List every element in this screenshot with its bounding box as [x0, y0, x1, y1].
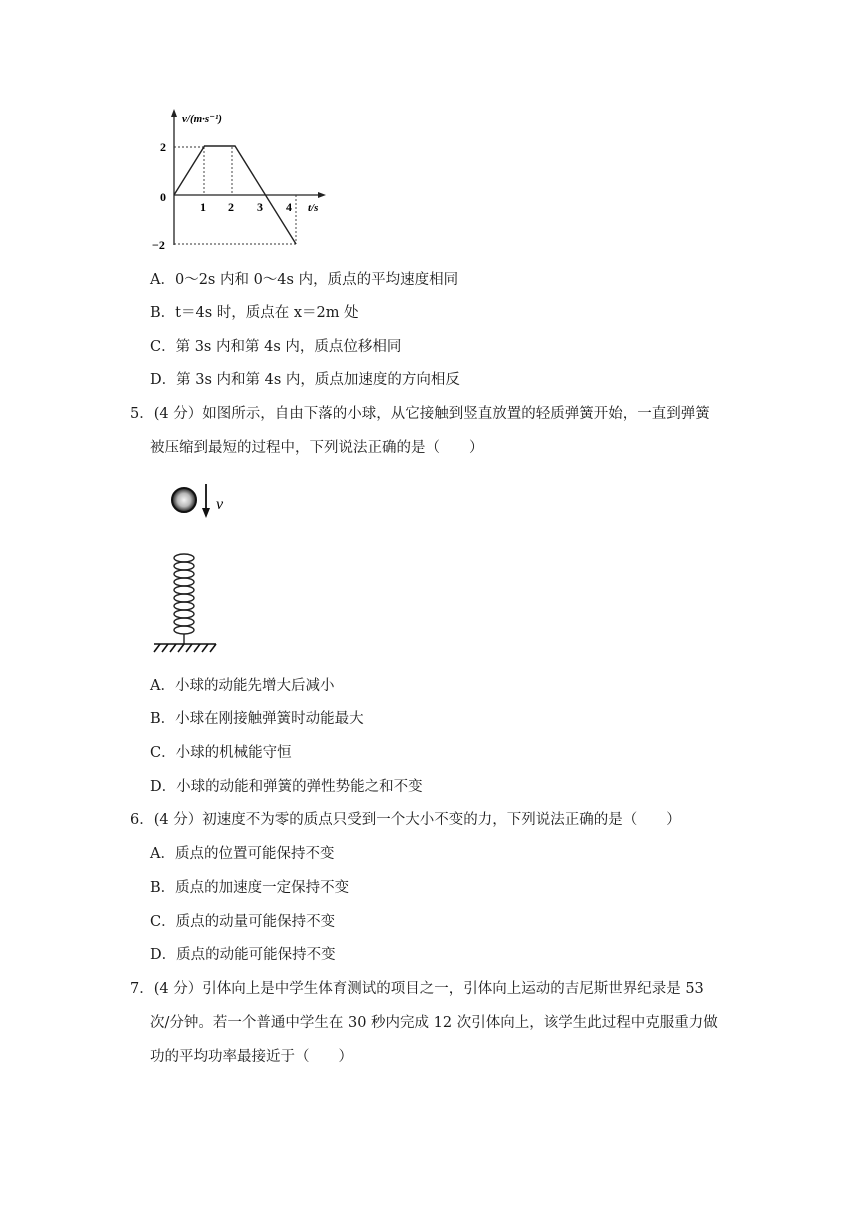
x-tick-2: 2 [228, 200, 234, 214]
x-tick-4: 4 [286, 200, 292, 214]
y-tick-2: 2 [160, 140, 166, 154]
spring [174, 554, 194, 644]
q4-option-c: C．第 3s 内和第 4s 内，质点位移相同 [150, 339, 402, 355]
q5-option-d: D．小球的动能和弹簧的弹性势能之和不变 [150, 779, 423, 795]
q7-stem-line2: 次/分钟。若一个普通中学生在 30 秒内完成 12 次引体向上，该学生此过程中克服重力做 [150, 1015, 718, 1031]
velocity-time-graph [150, 105, 350, 255]
q7-stem-line1: 7．(4 分）引体向上是中学生体育测试的项目之一，引体向上运动的吉尼斯世界纪录是 53 [130, 981, 704, 997]
q6-option-b: B．质点的加速度一定保持不变 [150, 880, 350, 896]
q4-option-d: D．第 3s 内和第 4s 内，质点加速度的方向相反 [150, 372, 460, 388]
q5-stem-line2: 被压缩到最短的过程中，下列说法正确的是（ ） [150, 440, 484, 456]
q7-stem-line3: 功的平均功率最接近于（ ） [150, 1049, 353, 1065]
q6-option-c: C．质点的动量可能保持不变 [150, 914, 336, 930]
q5-option-b: B．小球在刚接触弹簧时动能最大 [150, 711, 364, 727]
q6-option-a: A．质点的位置可能保持不变 [150, 846, 335, 862]
velocity-label: v [216, 496, 224, 513]
q4-option-b: B．t＝4s 时，质点在 x＝2m 处 [150, 305, 359, 321]
q5-stem-line1: 5．(4 分）如图所示，自由下落的小球，从它接触到竖直放置的轻质弹簧开始，一直到弹簧 [130, 406, 710, 422]
q5-option-c: C．小球的机械能守恒 [150, 745, 292, 761]
ball [172, 488, 196, 512]
x-tick-1: 1 [200, 200, 206, 214]
ball-spring-figure [150, 478, 250, 658]
x-axis-arrow [318, 192, 326, 198]
origin-label: 0 [160, 190, 166, 204]
q6-stem: 6．(4 分）初速度不为零的质点只受到一个大小不变的力，下列说法正确的是（ ） [130, 812, 681, 828]
q6-option-d: D．质点的动能可能保持不变 [150, 947, 336, 963]
q4-option-a: A．0～2s 内和 0～4s 内，质点的平均速度相同 [150, 272, 459, 288]
y-axis-arrow [171, 109, 177, 117]
x-axis-label: t/s [308, 202, 319, 214]
velocity-arrow-head [202, 508, 210, 518]
x-tick-3: 3 [257, 200, 263, 214]
y-axis-label: v/(m·s⁻¹) [182, 113, 222, 125]
y-tick-neg2: −2 [152, 238, 165, 252]
ground [154, 644, 216, 652]
q5-option-a: A．小球的动能先增大后减小 [150, 678, 335, 694]
